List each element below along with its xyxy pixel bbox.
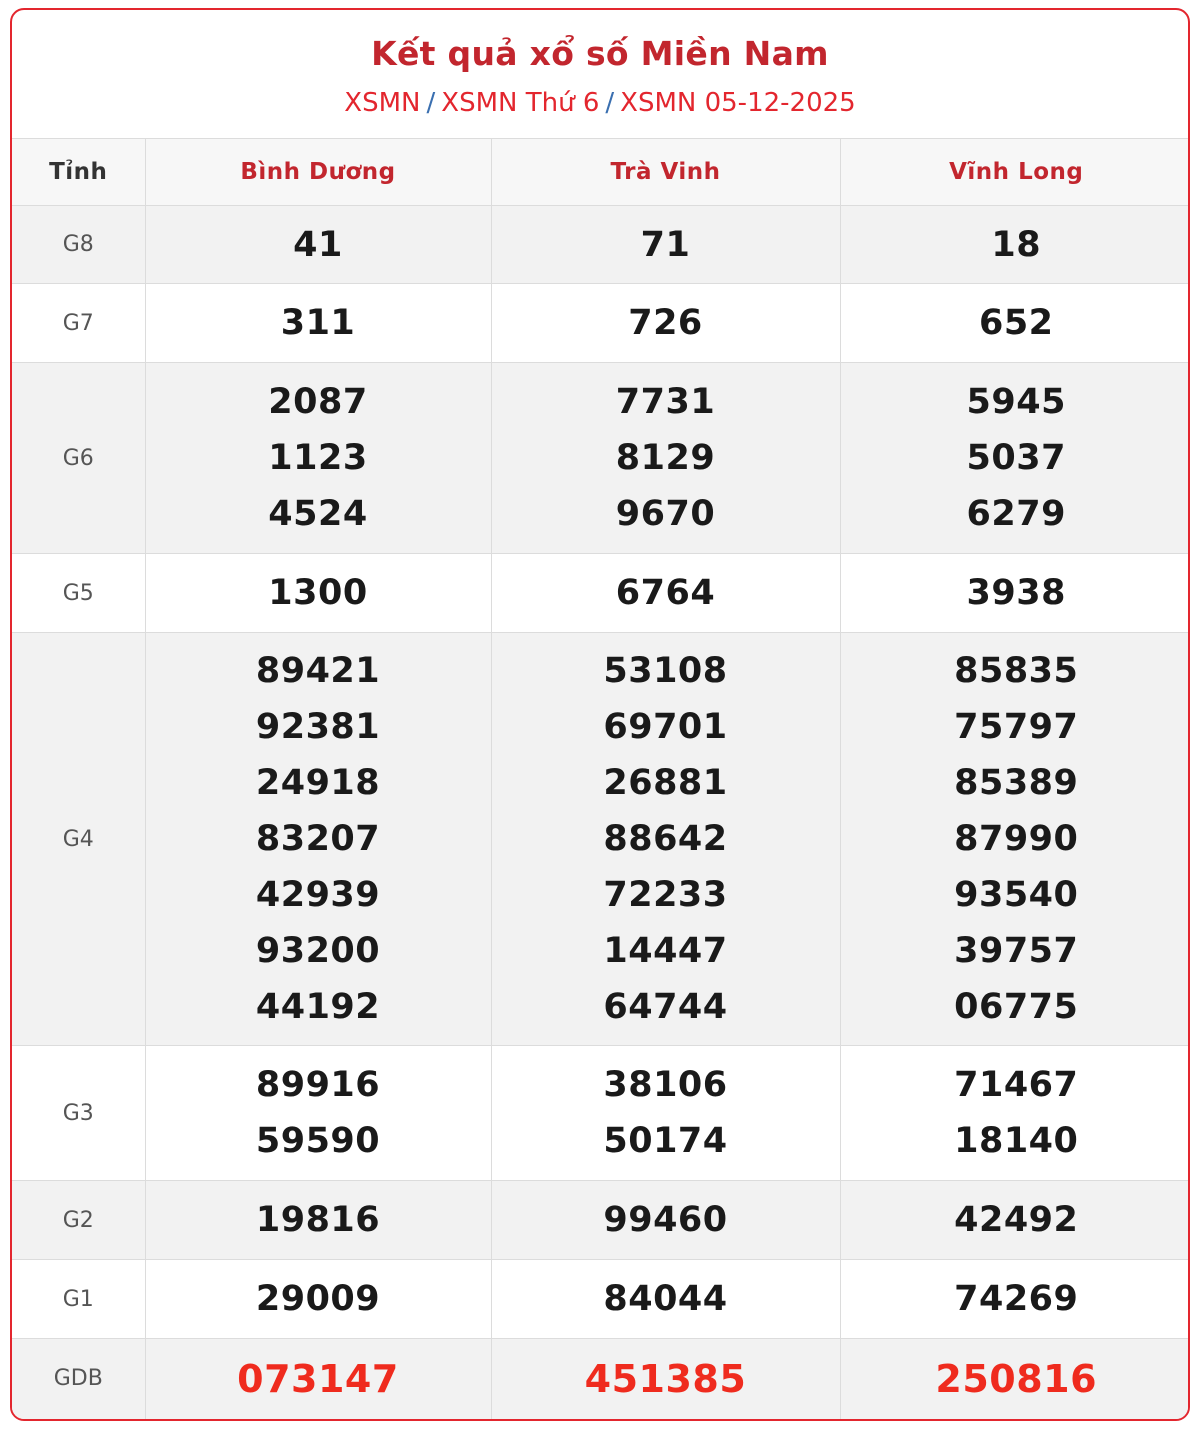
prize-number: 9670 xyxy=(615,494,716,534)
prize-cell xyxy=(145,1046,491,1181)
prize-cell xyxy=(840,633,1190,1046)
prize-row-g3 xyxy=(12,1046,1190,1181)
prize-cell xyxy=(145,1181,491,1260)
prize-number: 88642 xyxy=(603,819,728,859)
page-title: Kết quả xổ số Miền Nam xyxy=(371,34,829,73)
prize-number: 311 xyxy=(280,303,356,343)
prize-number: 44192 xyxy=(255,987,381,1027)
table-header-row xyxy=(12,139,1190,206)
prize-number: 75797 xyxy=(954,707,1079,747)
breadcrumb-separator: / xyxy=(426,88,436,118)
prize-cell xyxy=(491,554,840,633)
prize-row-gdb xyxy=(12,1339,1190,1419)
prize-number: 5945 xyxy=(966,382,1066,422)
prize-number: 72233 xyxy=(603,875,728,915)
prize-label: G4 xyxy=(12,633,145,1046)
prize-number: 3938 xyxy=(966,573,1066,613)
prize-row-g6 xyxy=(12,363,1190,554)
prize-cell xyxy=(491,1260,840,1339)
prize-number: 6764 xyxy=(615,573,716,613)
prize-number: 18140 xyxy=(954,1121,1079,1161)
prize-number: 2087 xyxy=(268,382,368,422)
prize-label: G1 xyxy=(12,1260,145,1339)
prize-row-g1 xyxy=(12,1260,1190,1339)
prize-number: 38106 xyxy=(603,1065,728,1105)
province-column-header: Tỉnh xyxy=(12,139,145,206)
province-header-binh-duong[interactable]: Bình Dương xyxy=(145,139,491,206)
prize-row-g4 xyxy=(12,633,1190,1046)
breadcrumb-link-xsmn-thu6[interactable]: XSMN Thứ 6 xyxy=(441,88,600,118)
prize-number: 26881 xyxy=(603,763,728,803)
prize-row-g8 xyxy=(12,206,1190,284)
prize-number: 71467 xyxy=(954,1065,1079,1105)
prize-number: 93540 xyxy=(954,875,1079,915)
prize-cell xyxy=(491,1339,840,1419)
prize-number: 8129 xyxy=(615,438,716,478)
breadcrumb-link-xsmn[interactable]: XSMN xyxy=(344,88,421,118)
breadcrumb-separator: / xyxy=(605,88,615,118)
prize-number: 5037 xyxy=(966,438,1066,478)
prize-cell xyxy=(145,206,491,284)
prize-number: 1123 xyxy=(268,438,368,478)
prize-number: 74269 xyxy=(954,1279,1079,1319)
prize-cell xyxy=(145,554,491,633)
prize-number: 69701 xyxy=(603,707,728,747)
prize-number: 19816 xyxy=(255,1200,381,1240)
prize-cell xyxy=(491,206,840,284)
special-prize-number: 451385 xyxy=(584,1356,747,1401)
prize-row-g7 xyxy=(12,284,1190,363)
prize-number: 726 xyxy=(628,303,703,343)
prize-cell xyxy=(491,363,840,554)
prize-cell xyxy=(840,1181,1190,1260)
breadcrumb xyxy=(12,88,1188,118)
prize-number: 1300 xyxy=(268,573,368,613)
prize-cell xyxy=(145,363,491,554)
prize-number: 29009 xyxy=(255,1279,381,1319)
prize-label: G2 xyxy=(12,1181,145,1260)
prize-number: 7731 xyxy=(615,382,716,422)
prize-cell xyxy=(840,284,1190,363)
prize-number: 24918 xyxy=(255,763,381,803)
prize-cell xyxy=(840,554,1190,633)
prize-number: 92381 xyxy=(255,707,381,747)
prize-number: 59590 xyxy=(255,1121,381,1161)
prize-number: 64744 xyxy=(603,987,728,1027)
prize-number: 50174 xyxy=(603,1121,728,1161)
prize-number: 42939 xyxy=(255,875,381,915)
prize-number: 6279 xyxy=(966,494,1066,534)
prize-cell xyxy=(145,633,491,1046)
prize-cell xyxy=(491,633,840,1046)
prize-number: 87990 xyxy=(954,819,1079,859)
prize-number: 93200 xyxy=(255,931,381,971)
prize-number: 89916 xyxy=(255,1065,381,1105)
prize-cell xyxy=(145,284,491,363)
prize-number: 99460 xyxy=(603,1200,728,1240)
prize-number: 39757 xyxy=(954,931,1079,971)
prize-number: 06775 xyxy=(954,987,1079,1027)
breadcrumb-link-xsmn-date[interactable]: XSMN 05-12-2025 xyxy=(620,88,856,118)
results-table xyxy=(12,138,1190,1419)
prize-number: 652 xyxy=(978,303,1054,343)
prize-number: 14447 xyxy=(603,931,728,971)
province-header-vinh-long: Vĩnh Long xyxy=(840,139,1190,206)
prize-cell xyxy=(145,1260,491,1339)
prize-number: 84044 xyxy=(603,1279,728,1319)
prize-row-g2 xyxy=(12,1181,1190,1260)
prize-label: G6 xyxy=(12,363,145,554)
special-prize-number: 250816 xyxy=(935,1356,1098,1401)
prize-cell xyxy=(840,1046,1190,1181)
prize-number: 18 xyxy=(991,224,1042,265)
prize-cell xyxy=(491,284,840,363)
prize-number: 4524 xyxy=(268,494,368,534)
prize-number: 89421 xyxy=(255,651,381,691)
prize-number: 85835 xyxy=(954,651,1079,691)
prize-label: GDB xyxy=(12,1339,145,1419)
special-prize-number: 073147 xyxy=(237,1356,399,1401)
prize-cell xyxy=(491,1181,840,1260)
prize-cell xyxy=(491,1046,840,1181)
prize-cell xyxy=(840,1260,1190,1339)
prize-cell xyxy=(840,206,1190,284)
prize-label: G5 xyxy=(12,554,145,633)
province-header-tra-vinh[interactable]: Trà Vinh xyxy=(491,139,840,206)
results-header xyxy=(12,10,1188,138)
prize-cell xyxy=(840,363,1190,554)
prize-number: 71 xyxy=(640,224,691,265)
results-card xyxy=(10,8,1190,1421)
prize-number: 85389 xyxy=(954,763,1079,803)
prize-row-g5 xyxy=(12,554,1190,633)
prize-cell xyxy=(145,1339,491,1419)
prize-number: 42492 xyxy=(954,1200,1079,1240)
prize-number: 83207 xyxy=(255,819,381,859)
prize-number: 41 xyxy=(293,224,343,265)
prize-label: G3 xyxy=(12,1046,145,1181)
prize-label: G7 xyxy=(12,284,145,363)
prize-number: 53108 xyxy=(603,651,728,691)
prize-cell xyxy=(840,1339,1190,1419)
prize-label: G8 xyxy=(12,206,145,284)
